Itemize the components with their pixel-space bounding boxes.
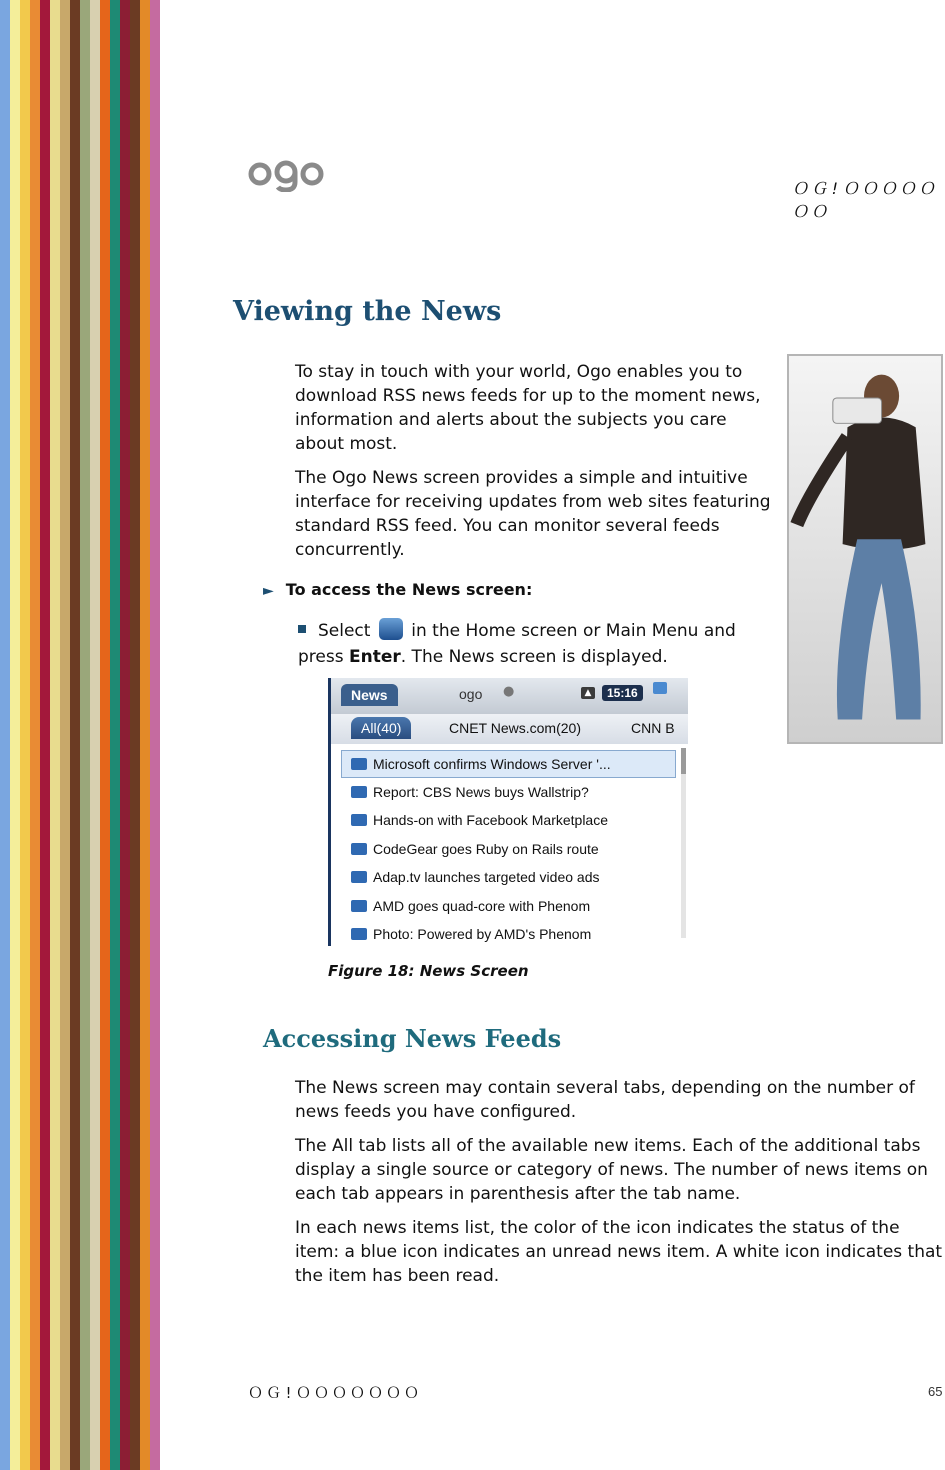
section-paragraph-1: The News screen may contain several tabs, depending on the number of news feeds you have configured. <box>295 1078 915 1122</box>
tab-cnet[interactable]: CNET News.com(20) <box>449 720 581 736</box>
list-item[interactable]: AMD goes quad-core with Phenom <box>331 892 688 920</box>
list-item[interactable]: Microsoft confirms Windows Server '... <box>341 750 676 778</box>
section-paragraph-3: In each news items list, the color of the icon indicates the status of the item: a blue icon indicates an unread news item. A white icon indicates that the item has been read. <box>295 1218 943 1286</box>
section-paragraph-2: The All tab lists all of the available new items. Each of the additional tabs display a single source or category of news. The number of news items on each tab appears in parenthesis after the tab name. <box>295 1136 928 1204</box>
screen-clock: 15:16 <box>602 685 643 701</box>
step-text-mid: in the Home screen or Main Menu and press <box>298 621 736 667</box>
stripe <box>60 0 70 1470</box>
stripe <box>110 0 120 1470</box>
stripe <box>130 0 140 1470</box>
news-list <box>331 744 688 946</box>
screen-title: News <box>341 684 398 706</box>
arrow-icon: ► <box>263 583 274 599</box>
stripe <box>50 0 60 1470</box>
stripe <box>120 0 130 1470</box>
stripe <box>150 0 160 1470</box>
person-photo <box>787 354 943 744</box>
intro-paragraph-1: To stay in touch with your world, Ogo enables you to download RSS news feeds for up to the moment news, information and alerts about the subjects you care about most. <box>295 362 761 454</box>
screen-scrollbar[interactable] <box>681 748 686 938</box>
enter-key-label: Enter <box>348 647 401 667</box>
figure-caption: Figure 18: News Screen <box>328 962 529 980</box>
screen-tabs <box>331 714 688 744</box>
list-item[interactable]: Hands-on with Facebook Marketplace <box>331 806 688 834</box>
stripe <box>80 0 90 1470</box>
stripe <box>10 0 20 1470</box>
stripe <box>40 0 50 1470</box>
list-item[interactable]: Report: CBS News buys Wallstrip? <box>331 778 688 806</box>
unread-news-icon <box>351 871 367 883</box>
unread-news-icon <box>351 928 367 940</box>
status-icon <box>653 682 667 694</box>
news-screen-figure <box>328 678 688 946</box>
procedure-heading <box>263 580 532 599</box>
news-icon <box>379 618 403 640</box>
step-text-before: Select <box>318 621 371 641</box>
stripe <box>100 0 110 1470</box>
bullet-icon <box>298 625 306 633</box>
stripe <box>30 0 40 1470</box>
header-running-title: ＯＧ!ＯＯＯＯＯＯＯ <box>792 179 938 221</box>
page-number: 65 <box>928 1384 943 1399</box>
unread-news-icon <box>351 758 367 770</box>
stripe <box>90 0 100 1470</box>
stripe <box>140 0 150 1470</box>
unread-news-icon <box>351 786 367 798</box>
user-icon: ● <box>503 684 515 699</box>
tab-cnn[interactable]: CNN B <box>631 720 675 736</box>
unread-news-icon <box>351 900 367 912</box>
stripe <box>0 0 10 1470</box>
unread-news-icon <box>351 843 367 855</box>
stripe <box>70 0 80 1470</box>
unread-news-icon <box>351 814 367 826</box>
screen-top-bar <box>331 678 688 714</box>
intro-paragraph-2: The Ogo News screen provides a simple and intuitive interface for receiving updates from web sites featuring standard RSS feed. You can monitor several feeds concurrently. <box>295 468 771 560</box>
step-text-after: . The News screen is displayed. <box>400 647 668 667</box>
ogo-logo <box>248 152 328 192</box>
list-item[interactable]: CodeGear goes Ruby on Rails route <box>331 835 688 863</box>
up-arrow-icon: ▲ <box>581 687 595 699</box>
list-item[interactable]: Adap.tv launches targeted video ads <box>331 863 688 891</box>
section-title: Accessing News Feeds <box>263 1024 562 1053</box>
procedure-step <box>298 618 758 670</box>
footer-running-title: ＯＧ!ＯＯＯＯＯＯＯ <box>248 1384 423 1402</box>
decorative-stripes <box>0 0 200 1470</box>
procedure-heading-text: To access the News screen: <box>285 580 533 599</box>
stripe <box>20 0 30 1470</box>
list-item[interactable]: Photo: Powered by AMD's Phenom <box>331 920 688 946</box>
scrollbar-thumb[interactable] <box>681 748 686 774</box>
tab-all[interactable]: All(40) <box>351 717 411 739</box>
screen-ogo-logo: ogo <box>459 686 483 702</box>
page-title: Viewing the News <box>233 296 502 327</box>
